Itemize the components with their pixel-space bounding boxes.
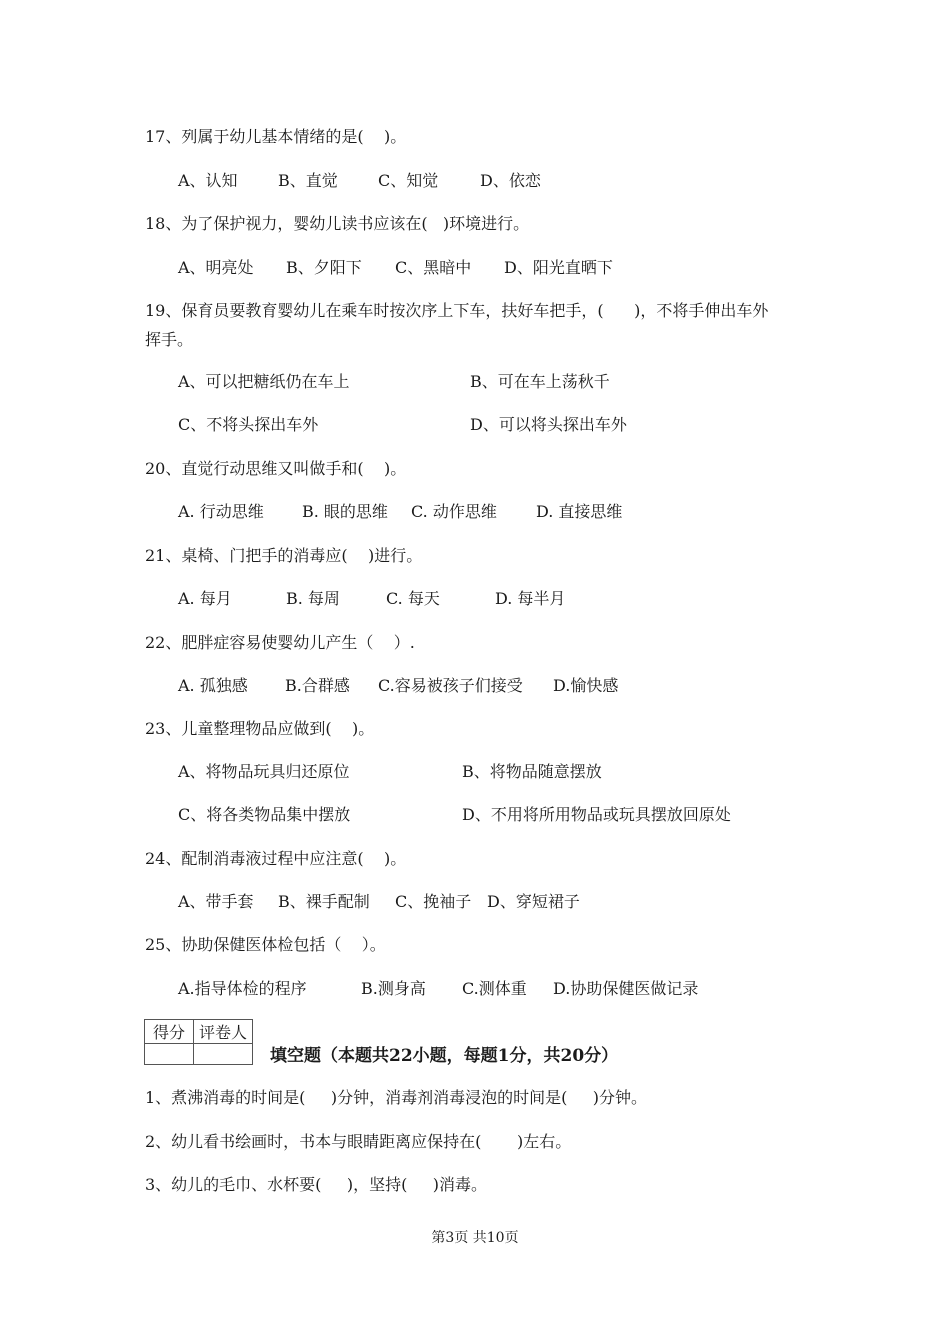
question-22-option-b: B.合群感 xyxy=(285,676,350,695)
question-25-option-a: A.指导体检的程序 xyxy=(178,979,307,998)
question-19-stem-continued: 挥手。 xyxy=(145,330,194,349)
question-18-option-a: A、明亮处 xyxy=(178,258,254,277)
question-21-option-b: B. 每周 xyxy=(286,589,340,608)
question-17-stem: 17、列属于幼儿基本情绪的是( )。 xyxy=(145,127,407,146)
question-23-option-b: B、将物品随意摆放 xyxy=(462,762,602,781)
question-22-option-d: D.愉快感 xyxy=(553,676,619,695)
fill-question-2: 2、幼儿看书绘画时，书本与眼睛距离应保持在( )左右。 xyxy=(145,1132,572,1151)
question-18-option-d: D、阳光直晒下 xyxy=(504,258,613,277)
question-22-stem: 22、肥胖症容易使婴幼儿产生（ ）. xyxy=(145,633,415,652)
question-19-option-c: C、不将头探出车外 xyxy=(178,415,319,434)
question-20-option-a: A. 行动思维 xyxy=(178,502,264,521)
question-24-stem: 24、配制消毒液过程中应注意( )。 xyxy=(145,849,407,868)
question-21-option-d: D. 每半月 xyxy=(495,589,566,608)
grader-label: 评卷人 xyxy=(194,1020,253,1044)
question-20-option-d: D. 直接思维 xyxy=(536,502,623,521)
question-19-stem: 19、保育员要教育婴幼儿在乘车时按次序上下车，扶好车把手，( )，不将手伸出车外 xyxy=(145,301,769,320)
question-24-option-b: B、裸手配制 xyxy=(278,892,370,911)
grader-cell xyxy=(194,1044,253,1065)
question-18-option-b: B、夕阳下 xyxy=(286,258,362,277)
question-20-option-b: B. 眼的思维 xyxy=(302,502,388,521)
question-22-option-a: A. 孤独感 xyxy=(178,676,248,695)
question-23-option-a: A、将物品玩具归还原位 xyxy=(178,762,350,781)
question-18-stem: 18、为了保护视力，婴幼儿读书应该在( )环境进行。 xyxy=(145,214,530,233)
question-20-stem: 20、直觉行动思维又叫做手和( )。 xyxy=(145,459,407,478)
question-25-option-d: D.协助保健医做记录 xyxy=(553,979,699,998)
question-21-stem: 21、桌椅、门把手的消毒应( )进行。 xyxy=(145,546,423,565)
question-19-option-d: D、可以将头探出车外 xyxy=(470,415,627,434)
score-cell xyxy=(145,1044,194,1065)
question-17-option-c: C、知觉 xyxy=(378,171,439,190)
question-25-option-b: B.测身高 xyxy=(361,979,426,998)
question-25-stem: 25、协助保健医体检包括（ ）。 xyxy=(145,935,386,954)
fill-question-3: 3、幼儿的毛巾、水杯要( )，坚持( )消毒。 xyxy=(145,1175,488,1194)
question-17-option-b: B、直觉 xyxy=(278,171,338,190)
question-20-option-c: C. 动作思维 xyxy=(411,502,497,521)
question-23-option-d: D、不用将所用物品或玩具摆放回原处 xyxy=(462,805,731,824)
question-21-option-a: A. 每月 xyxy=(178,589,232,608)
section-title: 填空题（本题共22小题，每题1分，共20分） xyxy=(270,1046,619,1066)
question-22-option-c: C.容易被孩子们接受 xyxy=(378,676,523,695)
question-23-option-c: C、将各类物品集中摆放 xyxy=(178,805,351,824)
question-19-option-a: A、可以把糖纸仍在车上 xyxy=(178,372,350,391)
question-21-option-c: C. 每天 xyxy=(386,589,440,608)
question-17-option-d: D、依恋 xyxy=(480,171,541,190)
page-number: 第3页 共10页 xyxy=(431,1230,519,1246)
question-18-option-c: C、黑暗中 xyxy=(395,258,472,277)
score-label: 得分 xyxy=(145,1020,194,1044)
question-23-stem: 23、儿童整理物品应做到( )。 xyxy=(145,719,375,738)
fill-question-1: 1、煮沸消毒的时间是( )分钟，消毒剂消毒浸泡的时间是( )分钟。 xyxy=(145,1088,648,1107)
question-24-option-d: D、穿短裙子 xyxy=(487,892,580,911)
question-24-option-c: C、挽袖子 xyxy=(395,892,472,911)
question-19-option-b: B、可在车上荡秋千 xyxy=(470,372,610,391)
question-17-option-a: A、认知 xyxy=(178,171,238,190)
question-24-option-a: A、带手套 xyxy=(178,892,254,911)
score-box xyxy=(144,1019,253,1065)
question-25-option-c: C.测体重 xyxy=(462,979,527,998)
